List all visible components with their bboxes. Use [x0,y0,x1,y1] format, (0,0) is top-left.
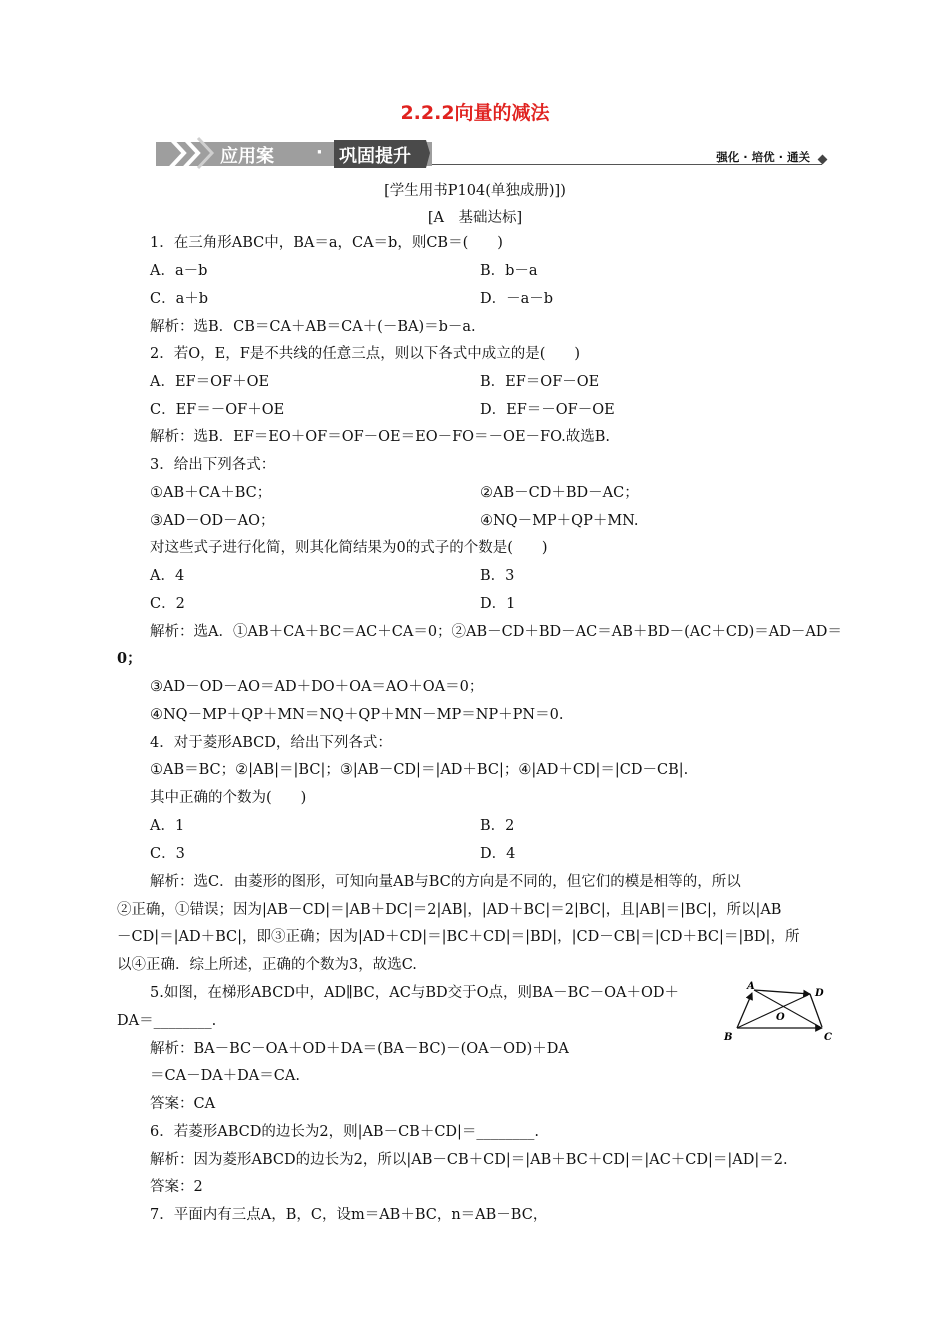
question-3-prompt: 对这些式子进行化简，则其化简结果为0的式子的个数是( ) [150,540,548,556]
option-c: C．2 [150,596,185,612]
solution-4-line3: －CD|＝|AD＋BC|，即③正确；因为|AD＋CD|＝|BC＋CD|＝|BD|，|CD－CB|＝|CD＋BC|＝|BD|，所 [117,929,800,945]
question-7: 7．平面内有三点A，B，C，设m＝AB＋BC，n＝AB－BC， [150,1207,548,1223]
solution-3-line3: ③AD－OD－AO＝AD＋DO＋OA＝AO＋OA＝0； [150,679,484,695]
solution-4-line4: 以④正确．综上所述，正确的个数为3，故选C. [117,957,417,973]
option-d: D．4 [480,846,516,862]
question-5: 5.如图，在梯形ABCD中，AD∥BC，AC与BD交于O点，则BA－BC－OA＋OD＋ [150,985,680,1001]
question-4-prompt: 其中正确的个数为( ) [150,790,307,806]
solution-3: 解析：选A．①AB＋CA＋BC＝AC＋CA＝0；②AB－CD＋BD－AC＝AB＋BD－(AC＋CD)＝AD－AD＝ [150,624,842,640]
book-reference: [学生用书P104(单独成册)]) [384,183,566,199]
expression-2: ②AB－CD＋BD－AC； [480,485,639,501]
answer-5: 答案：CA [150,1096,216,1112]
option-a: A．1 [150,818,185,834]
solution-4: 解析：选C．由菱形的图形，可知向量AB与BC的方向是不同的，但它们的模是相等的，所以 [150,874,741,890]
page-title: 2.2.2向量的减法 [400,102,550,124]
trapezoid-figure [722,980,834,1044]
solution-3-cont: 0； [117,650,142,667]
option-a: A．a－b [150,263,208,279]
question-1: 1．在三角形ABC中，BA＝a，CA＝b，则CB＝( ) [150,235,503,251]
solution-6: 解析：因为菱形ABCD的边长为2，所以|AB－CB＋CD|＝|AB＋BC＋CD|＝|AC＋CD|＝|AD|＝2. [150,1152,788,1168]
option-b: B．b－a [480,263,538,279]
banner-right-label: 强化 · 培优 · 通关 [716,150,810,164]
option-a: A．EF＝OF＋OE [150,374,270,390]
option-b: B．3 [480,568,515,584]
answer-6: 答案：2 [150,1179,203,1195]
banner-dot: · [316,142,323,163]
vector-ba [737,993,752,1028]
vector-ad [754,990,810,994]
label-d: D [815,988,824,999]
banner-left-label: 应用案 [220,146,274,167]
label-o: O [776,1012,785,1023]
option-a: A．4 [150,568,185,584]
label-a: A [747,981,755,992]
label-b: B [724,1032,733,1043]
question-5-cont: DA＝________. [117,1013,217,1029]
question-4: 4．对于菱形ABCD，给出下列各式： [150,735,392,751]
option-c: C．3 [150,846,185,862]
solution-2: 解析：选B．EF＝EO＋OF＝OF－OE＝EO－FO＝－OE－FO.故选B. [150,429,611,445]
expression-3: ③AD－OD－AO； [150,513,275,529]
question-2: 2．若O，E，F是不共线的任意三点，则以下各式中成立的是( ) [150,346,581,362]
question-4-expressions: ①AB＝BC；②|AB|＝|BC|；③|AB－CD|＝|AD＋BC|；④|AD＋CD|＝|CD－CB|. [150,762,689,778]
solution-5: 解析：BA－BC－OA＋OD＋DA＝(BA－BC)－(OA－OD)＋DA [150,1041,569,1057]
option-c: C．a＋b [150,291,209,307]
banner-tab-label: 巩固提升 [339,146,411,167]
section-banner [156,136,846,170]
expression-4: ④NQ－MP＋QP＋MN. [480,513,639,529]
solution-4-line2: ②正确，①错误；因为|AB－CD|＝|AB＋DC|＝2|AB|，|AD＋BC|＝2|BC|，且|AB|＝|BC|，所以|AB [117,902,782,918]
solution-3-line4: ④NQ－MP＋QP＋MN＝NQ＋QP＋MN－MP＝NP＋PN＝0. [150,707,564,723]
expression-1: ①AB＋CA＋BC； [150,485,272,501]
option-d: D．1 [480,596,516,612]
solution-1: 解析：选B．CB＝CA＋AB＝CA＋(－BA)＝b－a. [150,319,476,335]
option-b: B．EF＝OF－OE [480,374,600,390]
option-b: B．2 [480,818,515,834]
option-c: C．EF＝－OF＋OE [150,402,285,418]
question-6: 6．若菱形ABCD的边长为2，则|AB－CB＋CD|＝________. [150,1124,540,1140]
question-3: 3．给出下列各式： [150,457,276,473]
option-d: D．EF＝－OF－OE [480,402,615,418]
option-d: D．－a－b [480,291,554,307]
level-heading: [A 基础达标] [427,210,523,226]
solution-5-line2: ＝CA－DA＋DA＝CA. [150,1068,300,1084]
label-c: C [824,1032,832,1043]
